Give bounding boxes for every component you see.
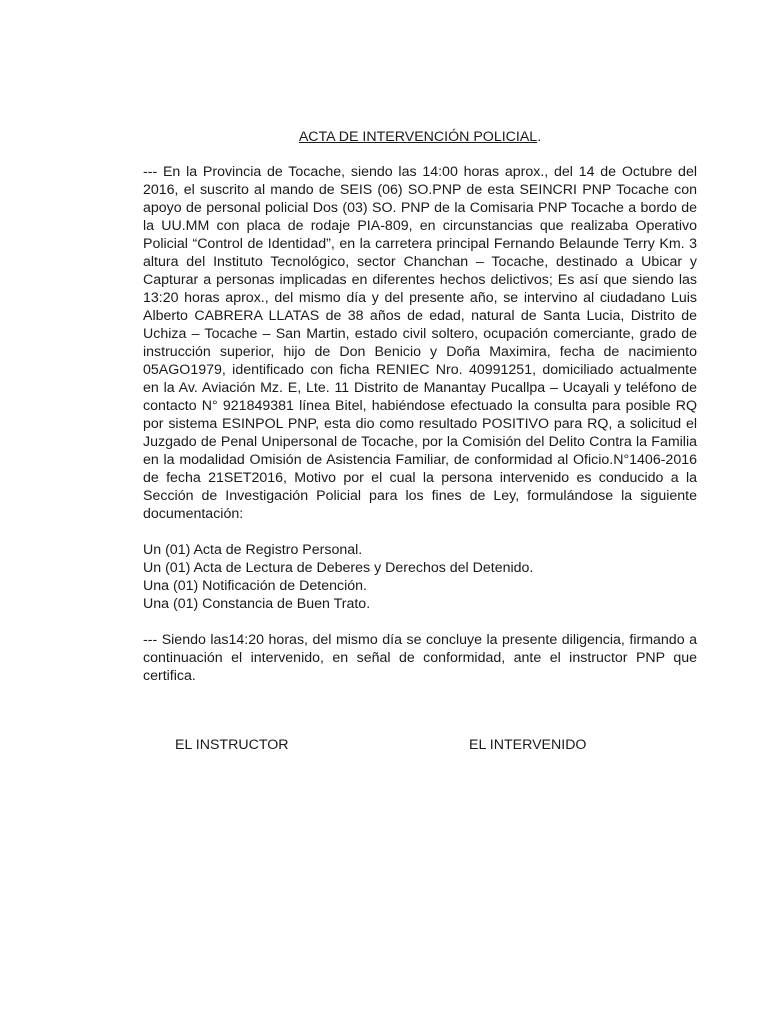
document-title <box>143 128 697 146</box>
list-item: Un (01) Acta de Registro Personal. <box>143 542 363 558</box>
closing-paragraph: --- Siendo las14:20 horas, del mismo día se concluye la presente diligencia, firmando a continuación el intervenido, en señal de conformidad, ante el instructor PNP que certifica. <box>143 632 697 684</box>
list-item: Un (01) Acta de Lectura de Deberes y Derechos del Detenido. <box>143 560 534 576</box>
list-item: Una (01) Constancia de Buen Trato. <box>143 596 371 612</box>
documents-list <box>143 541 697 613</box>
signature-intervenido: EL INTERVENIDO <box>469 737 587 753</box>
intervention-paragraph: --- En la Provincia de Tocache, siendo las 14:00 horas aprox., del 14 de Octubre del 2016, el suscrito al mando de SEIS (06) SO.PNP de esta SEINCRI PNP Tocache con apoyo de personal policial Dos (03) SO. PNP de la Comisaria PNP Tocache a bordo de la UU.MM con placa de rodaje PIA-809, en circunstancias que realizaba Operativo Policial “Control de Identidad”, en la carretera principal Fernando Belaunde Terry Km. 3 altura del Instituto Tecnológico, sector Chanchan – Tocache, destinado a Ubicar y Capturar a personas implicadas en diferentes hechos delictivos; Es así que siendo las 13:20 horas aprox., del mismo día y del presente año, se intervino al ciudadano Luis Alberto CABRERA LLATAS de 38 años de edad, natural de Santa Lucia, Distrito de Uchiza – Tocache – San Martin, estado civil soltero, ocupación comerciante, grado de instrucción superior, hijo de Don Benicio y Doña Maximira, fecha de nacimiento 05AGO1979, identificado con ficha RENIEC Nro. 40991251, domiciliado actualmente en la Av. Aviación Mz. E, Lte. 11 Distrito de Manantay Pucallpa – Ucayali y teléfono de contacto N° 921849381 línea Bitel, habiéndose efectuado la consulta para posible RQ por sistema ESINPOL PNP, esta dio como resultado POSITIVO para RQ, a solicitud el Juzgado de Penal Unipersonal de Tocache, por la Comisión del Delito Contra la Familia en la modalidad Omisión de Asistencia Familiar, de conformidad al Oficio.N°1406-2016 de fecha 21SET2016, Motivo por el cual la persona intervenido es conducido a la Sección de Investigación Policial para los fines de Ley, formulándose la siguiente documentación: <box>143 164 697 522</box>
document-title-period: . <box>537 129 542 145</box>
signature-instructor: EL INSTRUCTOR <box>175 737 289 753</box>
document-title-text: ACTA DE INTERVENCIÓN POLICIAL <box>298 129 538 145</box>
list-item: Una (01) Notificación de Detención. <box>143 578 367 594</box>
document-body <box>143 128 697 685</box>
